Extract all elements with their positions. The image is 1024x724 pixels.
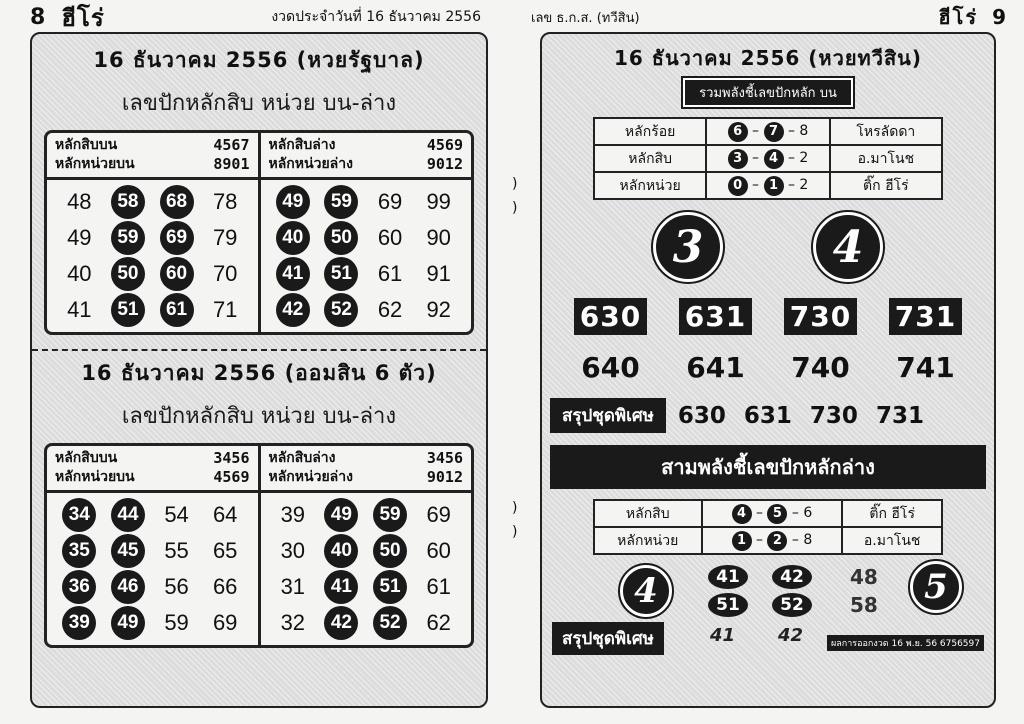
plain-number: 640: [581, 351, 640, 384]
digit-sequence: [702, 527, 843, 554]
special-set-label: สรุปชุดพิเศษ: [550, 398, 666, 433]
number-text: 49: [324, 498, 358, 532]
number-text: 40: [324, 534, 358, 568]
grid-number: [370, 184, 410, 220]
bottom-special-label: สรุปชุดพิเศษ: [552, 622, 664, 655]
digit-set-row: [269, 155, 464, 174]
left-page: [30, 32, 488, 708]
digit-set-value: 8901: [213, 155, 250, 173]
grid-body: [47, 493, 471, 645]
digit-set-label: หลักสิบล่าง: [268, 137, 336, 153]
circled-number: [157, 256, 197, 292]
circled-number: [59, 605, 99, 641]
right-page-number: 9: [992, 5, 1006, 29]
digit-set-value: 9012: [426, 468, 463, 486]
number-text: 40: [67, 261, 92, 286]
grid-number: [370, 220, 410, 256]
grid-number: [370, 256, 410, 292]
number-row: [55, 256, 250, 292]
predictor-name: ติ๊ก ฮีโร่: [830, 172, 942, 199]
number-text: 49: [276, 185, 310, 219]
digit-set-label: หลักสิบบน: [55, 137, 118, 153]
number-grid: [44, 443, 474, 648]
boxed-number: 731: [889, 298, 962, 335]
dash-separator: –: [751, 531, 768, 548]
digit-sequence: [706, 145, 829, 172]
number-text: 50: [324, 221, 358, 255]
special-number: 730: [809, 402, 858, 429]
number-text: 56: [164, 574, 189, 599]
number-text: 30: [280, 538, 306, 563]
number-text: 36: [62, 570, 96, 604]
boxed-number-row: [558, 298, 978, 335]
grid-header-column: [258, 446, 472, 490]
position-row: [594, 118, 942, 145]
circled-number: [321, 497, 361, 533]
circled-number: [273, 256, 313, 292]
circled-number: [321, 292, 361, 328]
dash-separator: –: [783, 176, 800, 193]
section-divider: [32, 349, 486, 351]
bottom-italic-number: 42: [778, 625, 804, 646]
gutter-mark: ): [512, 200, 518, 216]
grid-number: [205, 292, 245, 328]
position-label: หลักร้อย: [594, 118, 706, 145]
number-row: [55, 533, 250, 569]
circled-number: [370, 569, 410, 605]
number-row: [55, 220, 250, 256]
right-brand: ฮีโร่: [938, 5, 979, 29]
number-text: 69: [160, 221, 194, 255]
grid-number: [273, 569, 313, 605]
number-text: 71: [212, 297, 238, 322]
predictor-name: โหรลัดดา: [830, 118, 942, 145]
circled-number: [108, 533, 148, 569]
highlighted-digit: 6: [728, 122, 748, 142]
plain-number: 740: [791, 351, 850, 384]
grid-number: [205, 497, 245, 533]
number-text: 60: [160, 257, 194, 291]
position-row: [594, 145, 942, 172]
grid-number: [59, 220, 99, 256]
circled-number: [108, 292, 148, 328]
number-text: 70: [212, 261, 238, 286]
right-header-name: เลข ธ.ก.ส. (ทวีสิน): [531, 10, 640, 26]
digit-sequence: [706, 172, 829, 199]
number-text: 92: [426, 297, 451, 322]
plain-digit: 8: [799, 122, 809, 139]
digit-set-label: หลักหน่วยล่าง: [268, 469, 353, 485]
grid-number: [205, 605, 245, 641]
number-text: 99: [426, 189, 451, 214]
grid-header: [47, 446, 471, 493]
grid-header-column: [47, 133, 258, 177]
number-text: 52: [373, 606, 407, 640]
grid-header-column: [47, 446, 258, 490]
grid-number: [157, 569, 197, 605]
highlighted-digit: 5: [767, 504, 787, 524]
left-page-header: [0, 0, 505, 34]
grid-column: [258, 493, 472, 645]
grid-column: [47, 180, 258, 332]
position-row: [594, 500, 942, 527]
grid-number: [273, 605, 313, 641]
grid-number: [419, 569, 459, 605]
number-text: 61: [377, 261, 403, 286]
number-text: 58: [111, 185, 145, 219]
plain-digit: 2: [799, 149, 809, 166]
plain-digit: 2: [799, 176, 809, 193]
bottom-plain-number: 48: [850, 565, 878, 589]
dash-separator: –: [783, 122, 800, 139]
number-text: 41: [324, 570, 358, 604]
plain-number-row: [558, 351, 978, 384]
number-row: [55, 184, 250, 220]
highlighted-digit: 1: [732, 531, 752, 551]
highlighted-digit: 0: [728, 176, 748, 196]
number-text: 39: [62, 606, 96, 640]
grid-number: [205, 256, 245, 292]
circled-number: [321, 220, 361, 256]
left-page-number: 8: [30, 4, 46, 30]
circled-number: [108, 497, 148, 533]
number-text: 34: [62, 498, 96, 532]
grid-number: [59, 184, 99, 220]
number-text: 64: [212, 502, 238, 527]
number-text: 59: [324, 185, 358, 219]
number-text: 90: [426, 225, 451, 250]
number-row: [269, 569, 464, 605]
digit-set-row: [55, 449, 250, 468]
grid-number: [157, 497, 197, 533]
draw-date: งวดประจำวันที่ 16 ธันวาคม 2556: [271, 9, 481, 25]
lower-banner: สามพลังชี้เลขปักหลักล่าง: [550, 445, 986, 489]
digit-set-row: [269, 468, 464, 487]
highlighted-digit: 1: [764, 176, 784, 196]
digit-set-value: 9012: [426, 155, 463, 173]
number-text: 66: [212, 574, 238, 599]
grid-number: [419, 533, 459, 569]
digit-set-row: [269, 136, 464, 155]
bottom-oval-number: 41: [708, 565, 748, 589]
bottom-oval-number: 52: [772, 593, 812, 617]
number-text: 61: [160, 293, 194, 327]
boxed-number: 630: [574, 298, 647, 335]
plain-number: 641: [686, 351, 745, 384]
circled-number: [59, 569, 99, 605]
number-text: 40: [276, 221, 310, 255]
number-text: 69: [377, 189, 403, 214]
circled-number: [108, 569, 148, 605]
number-row: [269, 220, 464, 256]
grid-number: [59, 256, 99, 292]
bottom-italic-number: 41: [710, 625, 736, 646]
grid-number: [205, 184, 245, 220]
boxed-number: 730: [784, 298, 857, 335]
grid-column: [47, 493, 258, 645]
position-row: [594, 527, 942, 554]
big-number-row: [550, 212, 986, 282]
plain-number: 741: [896, 351, 955, 384]
digit-set-label: หลักหน่วยล่าง: [268, 156, 353, 172]
number-row: [55, 569, 250, 605]
gutter-mark: ): [512, 524, 518, 540]
number-text: 41: [276, 257, 310, 291]
number-text: 46: [111, 570, 145, 604]
grid-number: [273, 497, 313, 533]
digit-sequence: [706, 118, 829, 145]
number-text: 54: [164, 502, 189, 527]
circled-number: [59, 497, 99, 533]
circled-number: [157, 220, 197, 256]
number-text: 32: [280, 610, 306, 635]
number-row: [269, 605, 464, 641]
circled-number: [59, 533, 99, 569]
bottom-oval-number: 51: [708, 593, 748, 617]
digit-set-label: หลักสิบบน: [55, 450, 118, 466]
predictor-name: ติ๊ก ฮีโร่: [842, 500, 942, 527]
number-text: 50: [111, 257, 145, 291]
number-text: 69: [212, 610, 238, 635]
section-subtitle: เลขปักหลักสิบ หน่วย บน-ล่าง: [121, 91, 397, 116]
upper-position-table: [593, 117, 943, 200]
number-row: [269, 292, 464, 328]
bottom-left-ball: 4: [620, 565, 672, 617]
number-row: [55, 292, 250, 328]
predictor-name: อ.มาโนช: [830, 145, 942, 172]
digit-set-value: 4569: [426, 136, 463, 154]
number-text: 48: [67, 189, 92, 214]
circled-number: [370, 497, 410, 533]
bottom-summary: [550, 561, 986, 657]
number-row: [269, 533, 464, 569]
grid-number: [205, 569, 245, 605]
number-text: 50: [373, 534, 407, 568]
number-text: 55: [164, 538, 189, 563]
highlighted-digit: 7: [764, 122, 784, 142]
number-text: 65: [212, 538, 238, 563]
grid-number: [419, 184, 459, 220]
grid-number: [419, 497, 459, 533]
number-row: [55, 497, 250, 533]
dash-separator: –: [747, 149, 764, 166]
circled-number: [108, 256, 148, 292]
circled-number: [157, 184, 197, 220]
number-text: 51: [111, 293, 145, 327]
big-number-ball: 4: [813, 212, 883, 282]
right-page-header: [519, 0, 1024, 34]
digit-set-row: [55, 155, 250, 174]
bottom-oval-number: 42: [772, 565, 812, 589]
digit-set-label: หลักหน่วยบน: [55, 156, 135, 172]
circled-number: [108, 605, 148, 641]
grid-number: [419, 292, 459, 328]
plain-digit: 6: [803, 504, 813, 521]
circled-number: [321, 256, 361, 292]
number-text: 62: [426, 610, 451, 635]
number-text: 41: [67, 297, 92, 322]
special-set-numbers: [678, 403, 924, 429]
number-text: 68: [160, 185, 194, 219]
section-title: 16 ธันวาคม 2556 (หวยรัฐบาล): [93, 48, 425, 72]
number-text: 78: [212, 189, 238, 214]
digit-set-value: 3456: [213, 449, 250, 467]
number-text: 39: [280, 502, 306, 527]
number-row: [55, 605, 250, 641]
grid-number: [273, 533, 313, 569]
section-subtitle: เลขปักหลักสิบ หน่วย บน-ล่าง: [121, 404, 397, 429]
grid-number: [59, 292, 99, 328]
left-brand: ฮีโร่: [61, 3, 105, 32]
number-text: 60: [377, 225, 403, 250]
circled-number: [321, 605, 361, 641]
digit-set-label: หลักสิบล่าง: [268, 450, 336, 466]
number-text: 45: [111, 534, 145, 568]
dash-separator: –: [747, 122, 764, 139]
number-text: 59: [111, 221, 145, 255]
digit-set-value: 4569: [213, 468, 250, 486]
grid-number: [419, 256, 459, 292]
circled-number: [370, 533, 410, 569]
grid-number: [370, 292, 410, 328]
bottom-right-ball: 5: [910, 561, 962, 613]
number-text: 31: [280, 574, 306, 599]
lower-position-table: [593, 499, 943, 555]
number-text: 42: [276, 293, 310, 327]
number-text: 62: [377, 297, 403, 322]
digit-set-row: [55, 468, 250, 487]
number-text: 60: [426, 538, 451, 563]
gutter-mark: ): [512, 176, 518, 192]
section-title: 16 ธันวาคม 2556 (ออมสิน 6 ตัว): [81, 361, 437, 385]
number-text: 35: [62, 534, 96, 568]
grid-number: [205, 220, 245, 256]
number-grid: [44, 130, 474, 335]
grid-body: [47, 180, 471, 332]
highlighted-digit: 2: [767, 531, 787, 551]
digit-set-value: 3456: [426, 449, 463, 467]
highlighted-digit: 3: [728, 149, 748, 169]
number-text: 61: [426, 574, 451, 599]
position-label: หลักสิบ: [594, 500, 702, 527]
grid-header: [47, 133, 471, 180]
dash-separator: –: [751, 504, 768, 521]
special-set-row: [550, 398, 986, 433]
digit-set-row: [55, 136, 250, 155]
number-text: 51: [324, 257, 358, 291]
grid-column: [258, 180, 472, 332]
grid-header-column: [258, 133, 472, 177]
number-text: 59: [373, 498, 407, 532]
circled-number: [157, 292, 197, 328]
right-title: 16 ธันวาคม 2556 (หวยทวีสิน): [614, 46, 922, 70]
circled-number: [273, 220, 313, 256]
grid-number: [157, 533, 197, 569]
number-row: [269, 497, 464, 533]
special-number: 731: [875, 402, 924, 429]
special-number: 631: [743, 402, 792, 429]
circled-number: [321, 184, 361, 220]
number-text: 91: [426, 261, 451, 286]
digit-set-label: หลักหน่วยบน: [55, 469, 135, 485]
circled-number: [273, 184, 313, 220]
digit-set-row: [269, 449, 464, 468]
position-label: หลักสิบ: [594, 145, 706, 172]
position-label: หลักหน่วย: [594, 172, 706, 199]
circled-number: [321, 533, 361, 569]
number-row: [269, 256, 464, 292]
predictor-name: อ.มาโนช: [842, 527, 942, 554]
circled-number: [108, 184, 148, 220]
grid-number: [419, 605, 459, 641]
highlighted-digit: 4: [732, 504, 752, 524]
number-text: 42: [324, 606, 358, 640]
grid-number: [205, 533, 245, 569]
highlighted-digit: 4: [764, 149, 784, 169]
number-row: [269, 184, 464, 220]
digit-sequence: [702, 500, 843, 527]
number-text: 59: [164, 610, 189, 635]
number-text: 49: [111, 606, 145, 640]
dash-separator: –: [747, 176, 764, 193]
dash-separator: –: [787, 531, 804, 548]
number-text: 49: [67, 225, 92, 250]
right-page: [540, 32, 996, 708]
big-number-ball: 3: [653, 212, 723, 282]
circled-number: [273, 292, 313, 328]
grid-number: [419, 220, 459, 256]
last-draw-footnote: ผลการออกงวด 16 พ.ย. 56 6756597: [827, 635, 984, 651]
dash-separator: –: [787, 504, 804, 521]
digit-set-value: 4567: [213, 136, 250, 154]
number-text: 79: [212, 225, 238, 250]
plain-digit: 8: [803, 531, 813, 548]
grid-number: [157, 605, 197, 641]
number-text: 69: [426, 502, 451, 527]
boxed-number: 631: [679, 298, 752, 335]
number-text: 44: [111, 498, 145, 532]
dash-separator: –: [783, 149, 800, 166]
gutter-mark: ): [512, 500, 518, 516]
upper-banner: รวมพลังชี้เลขปักหลัก บน: [683, 78, 853, 107]
circled-number: [370, 605, 410, 641]
bottom-plain-number: 58: [850, 593, 878, 617]
position-label: หลักหน่วย: [594, 527, 702, 554]
circled-number: [108, 220, 148, 256]
special-number: 630: [677, 402, 726, 429]
number-text: 52: [324, 293, 358, 327]
position-row: [594, 172, 942, 199]
circled-number: [321, 569, 361, 605]
number-text: 51: [373, 570, 407, 604]
